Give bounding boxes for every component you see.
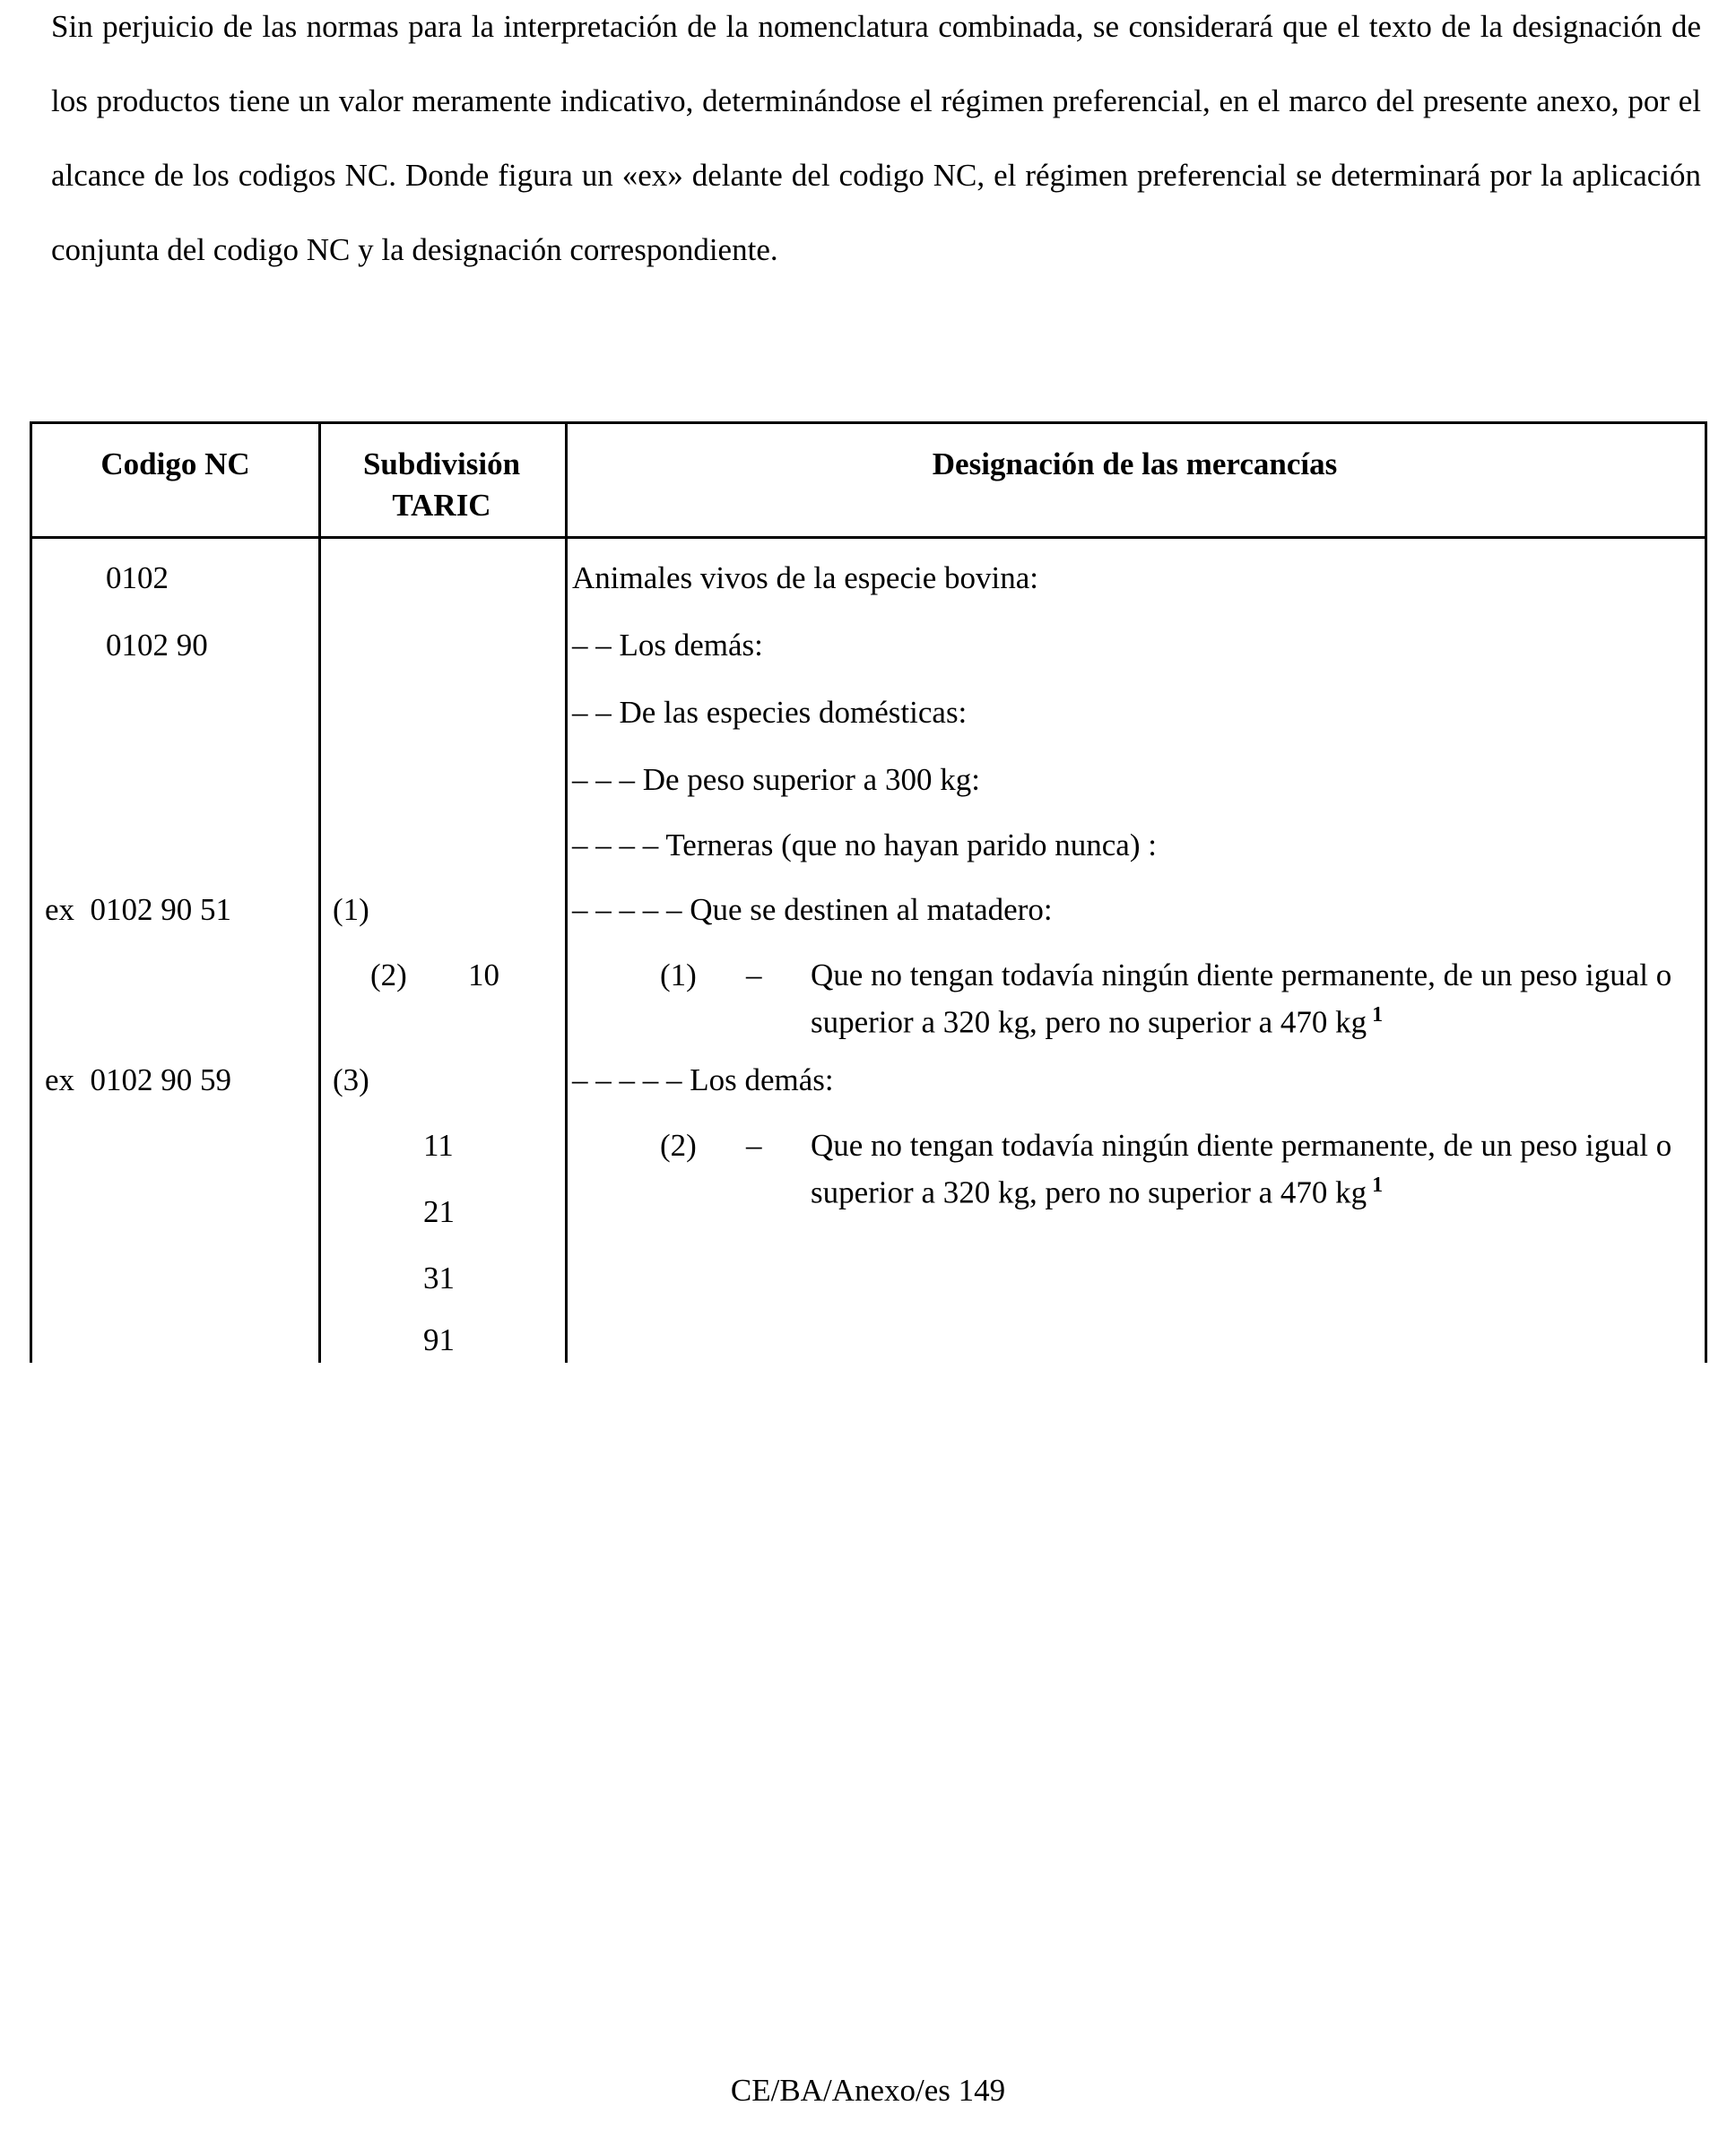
item-1-dash: – (746, 958, 762, 992)
designation-item-2 (660, 1126, 1678, 1213)
tariff-table (30, 421, 1707, 1363)
header-subdivision-line2: TARIC (392, 488, 491, 523)
header-subdivision-line1: Subdivisión (362, 446, 521, 481)
item-1-number: (1) (660, 958, 697, 992)
header-subdivision-taric (318, 444, 565, 526)
designation-row-4: – – – De peso superior a 300 kg: (572, 762, 980, 797)
taric-code-21: 21 (423, 1194, 455, 1229)
item-2-text (811, 1126, 1678, 1213)
taric-note-2: (2) (370, 958, 407, 992)
column-divider-1 (318, 424, 321, 1363)
designation-row-1: Animales vivos de la especie bovina: (572, 560, 1038, 595)
taric-note-1: (1) (333, 892, 369, 927)
designation-row-7: – – – – – Los demás: (572, 1062, 834, 1097)
designation-row-6: – – – – – Que se destinen al matadero: (572, 892, 1053, 927)
column-divider-2 (565, 424, 568, 1363)
code-ex-0102-90-59: ex 0102 90 59 (45, 1062, 232, 1097)
taric-code-31: 31 (423, 1261, 455, 1295)
designation-row-2: – – Los demás: (572, 628, 763, 663)
item-2-text-body: Que no tengan todavía ningún diente permanente, de un peso igual o superior a 320 kg, pero no superior a 470 kg (811, 1128, 1672, 1210)
designation-item-1 (660, 956, 1678, 1043)
page-footer: CE/BA/Anexo/es 149 (730, 2073, 1006, 2108)
header-divider (32, 536, 1705, 539)
header-designacion: Designación de las mercancías (932, 446, 1338, 481)
designation-row-5: – – – – Terneras (que no hayan parido nunca) : (572, 828, 1157, 862)
taric-code-91: 91 (423, 1322, 455, 1357)
taric-note-3: (3) (333, 1062, 369, 1097)
header-codigo-nc: Codigo NC (100, 446, 250, 481)
item-2-footnote-ref: 1 (1372, 1174, 1384, 1197)
item-2-dash: – (746, 1128, 762, 1163)
item-1-text-body: Que no tengan todavía ningún diente permanente, de un peso igual o superior a 320 kg, pero no superior a 470 kg (811, 958, 1672, 1040)
taric-code-11: 11 (423, 1128, 454, 1163)
code-0102: 0102 (106, 560, 169, 595)
code-ex-0102-90-51: ex 0102 90 51 (45, 892, 232, 927)
designation-row-3: – – De las especies domésticas: (572, 695, 968, 730)
intro-paragraph: Sin perjuicio de las normas para la interpretación de la nomenclatura combinada, se considerará que el texto de la designación de los productos tiene un valor meramente indicativo, determinándose el régimen preferencial, en el marco del presente anexo, por el alcance de los codigos NC. Donde figura un «ex» delante del codigo NC, el régimen preferencial se determinará por la aplicación conjunta del codigo NC y la designación correspondiente. (51, 9, 1701, 267)
code-0102-90: 0102 90 (106, 628, 208, 663)
item-1-text (811, 956, 1678, 1043)
taric-code-10: 10 (468, 958, 499, 992)
item-1-footnote-ref: 1 (1372, 1003, 1384, 1027)
item-2-number: (2) (660, 1128, 697, 1163)
